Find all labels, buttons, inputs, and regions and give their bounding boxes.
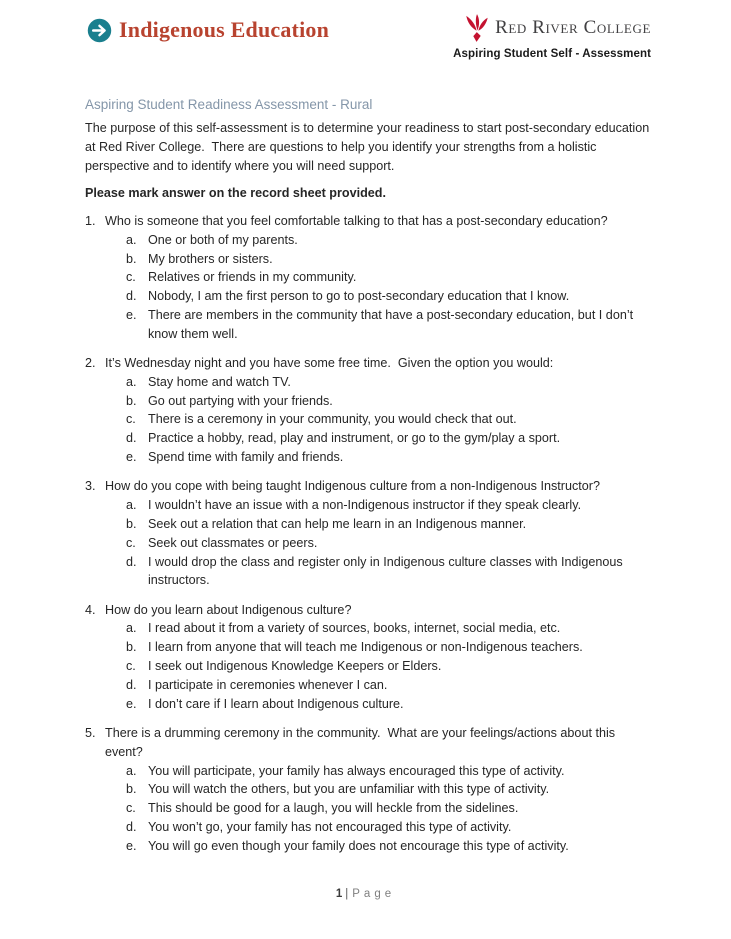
option-text: There are members in the community that have a post-secondary education, but I don’t know them well.: [148, 307, 637, 341]
option-text: I seek out Indigenous Knowledge Keepers or Elders.: [148, 659, 442, 674]
page-label: Page: [352, 888, 396, 900]
option-item: [85, 619, 651, 638]
option-item: [85, 287, 651, 306]
option-item: [85, 496, 651, 515]
option-text: This should be good for a laugh, you will heckle from the sidelines.: [148, 801, 519, 816]
option-letter: d.: [126, 677, 137, 692]
option-text: Stay home and watch TV.: [148, 374, 291, 389]
intro-paragraph: The purpose of this self-assessment is to determine your readiness to start post-secondary education at Red River College. There are questions to help you identify your strengths from a holistic perspective and to identify where you will need support.: [85, 121, 653, 173]
option-text: I don’t care if I learn about Indigenous culture.: [148, 696, 404, 711]
option-text: One or both of my parents.: [148, 232, 298, 247]
option-text: Go out partying with your friends.: [148, 393, 333, 408]
college-brand: [453, 13, 651, 60]
option-letter: b.: [126, 251, 137, 266]
option-letter: a.: [126, 232, 137, 247]
option-item: [85, 780, 651, 799]
option-letter: c.: [126, 535, 136, 550]
option-letter: b.: [126, 393, 137, 408]
option-item: [85, 250, 651, 269]
option-list: [85, 619, 651, 713]
option-letter: d.: [126, 819, 137, 834]
question-number: 2.: [85, 356, 96, 371]
option-text: You will participate, your family has always encouraged this type of activity.: [148, 763, 565, 778]
option-letter: a.: [126, 621, 137, 636]
option-item: [85, 657, 651, 676]
question-number: 5.: [85, 725, 96, 740]
indigenous-education-brand: [87, 17, 329, 43]
option-letter: d.: [126, 289, 137, 304]
option-text: Relatives or friends in my community.: [148, 270, 357, 285]
option-item: [85, 799, 651, 818]
option-text: Spend time with family and friends.: [148, 450, 344, 465]
option-item: [85, 762, 651, 781]
option-item: [85, 410, 651, 429]
option-item: [85, 231, 651, 250]
option-list: [85, 762, 651, 856]
option-item: [85, 837, 651, 856]
document-title: Aspiring Student Readiness Assessment - Rural: [85, 97, 373, 112]
question-text: How do you learn about Indigenous culture?: [105, 602, 352, 617]
option-letter: c.: [126, 659, 136, 674]
option-item: [85, 306, 651, 344]
page-footer: [0, 888, 731, 900]
page-header: [0, 0, 731, 80]
option-letter: a.: [126, 374, 137, 389]
option-text: I wouldn’t have an issue with a non-Indigenous instructor if they speak clearly.: [148, 498, 582, 513]
option-text: I would drop the class and register only in Indigenous culture classes with Indigenous instructors.: [148, 554, 627, 588]
option-letter: c.: [126, 801, 136, 816]
option-letter: c.: [126, 270, 136, 285]
option-text: Seek out a relation that can help me learn in an Indigenous manner.: [148, 516, 527, 531]
option-text: I learn from anyone that will teach me Indigenous or non-Indigenous teachers.: [148, 640, 583, 655]
question-item: [85, 724, 651, 856]
arrow-right-circle-icon: [87, 18, 112, 43]
crocus-flower-icon: [464, 13, 490, 43]
document-subtitle: Aspiring Student Self - Assessment: [453, 48, 651, 60]
question-number: 4.: [85, 602, 96, 617]
option-letter: a.: [126, 498, 137, 513]
option-text: Seek out classmates or peers.: [148, 535, 318, 550]
option-list: [85, 373, 651, 467]
option-item: [85, 268, 651, 287]
option-text: You will watch the others, but you are unfamiliar with this type of activity.: [148, 782, 550, 797]
option-item: [85, 392, 651, 411]
question-text: How do you cope with being taught Indigenous culture from a non-Indigenous Instructor?: [105, 479, 600, 494]
option-letter: d.: [126, 431, 137, 446]
option-item: [85, 515, 651, 534]
option-letter: d.: [126, 554, 137, 569]
option-text: I participate in ceremonies whenever I can.: [148, 677, 388, 692]
option-letter: c.: [126, 412, 136, 427]
option-text: There is a ceremony in your community, you would check that out.: [148, 412, 517, 427]
question-text: Who is someone that you feel comfortable talking to that has a post-secondary education?: [105, 214, 608, 228]
question-item: [85, 601, 651, 714]
page-number: 1: [335, 888, 343, 900]
question-text: It’s Wednesday night and you have some free time. Given the option you would:: [105, 356, 554, 371]
option-text: My brothers or sisters.: [148, 251, 273, 266]
option-item: [85, 373, 651, 392]
option-item: [85, 818, 651, 837]
option-letter: b.: [126, 516, 137, 531]
college-name: Red River College: [495, 17, 651, 38]
option-item: [85, 534, 651, 553]
option-item: [85, 429, 651, 448]
question-item: [85, 477, 651, 590]
option-text: You will go even though your family does not encourage this type of activity.: [148, 838, 569, 853]
option-text: Nobody, I am the first person to go to post-secondary education that I know.: [148, 289, 570, 304]
question-number: 3.: [85, 479, 96, 494]
question-text: There is a drumming ceremony in the community. What are your feelings/actions about this event?: [105, 725, 619, 759]
question-list: [85, 212, 651, 856]
option-letter: b.: [126, 782, 137, 797]
question-number: 1.: [85, 214, 96, 228]
option-item: [85, 676, 651, 695]
question-item: [85, 354, 651, 467]
footer-separator: |: [345, 888, 349, 900]
option-item: [85, 638, 651, 657]
option-text: You won’t go, your family has not encouraged this type of activity.: [148, 819, 512, 834]
option-letter: a.: [126, 763, 137, 778]
document-body: [85, 97, 651, 866]
option-list: [85, 231, 651, 344]
option-letter: e.: [126, 838, 137, 853]
option-text: Practice a hobby, read, play and instrument, or go to the gym/play a sport.: [148, 431, 561, 446]
option-item: [85, 448, 651, 467]
option-letter: e.: [126, 696, 137, 711]
option-letter: e.: [126, 307, 137, 322]
option-item: [85, 553, 651, 591]
option-item: [85, 695, 651, 714]
instruction-line: Please mark answer on the record sheet provided.: [85, 186, 386, 200]
option-letter: b.: [126, 640, 137, 655]
question-item: [85, 212, 651, 344]
option-letter: e.: [126, 450, 137, 465]
program-name: Indigenous Education: [119, 17, 330, 42]
option-list: [85, 496, 651, 590]
option-text: I read about it from a variety of sources, books, internet, social media, etc.: [148, 621, 561, 636]
